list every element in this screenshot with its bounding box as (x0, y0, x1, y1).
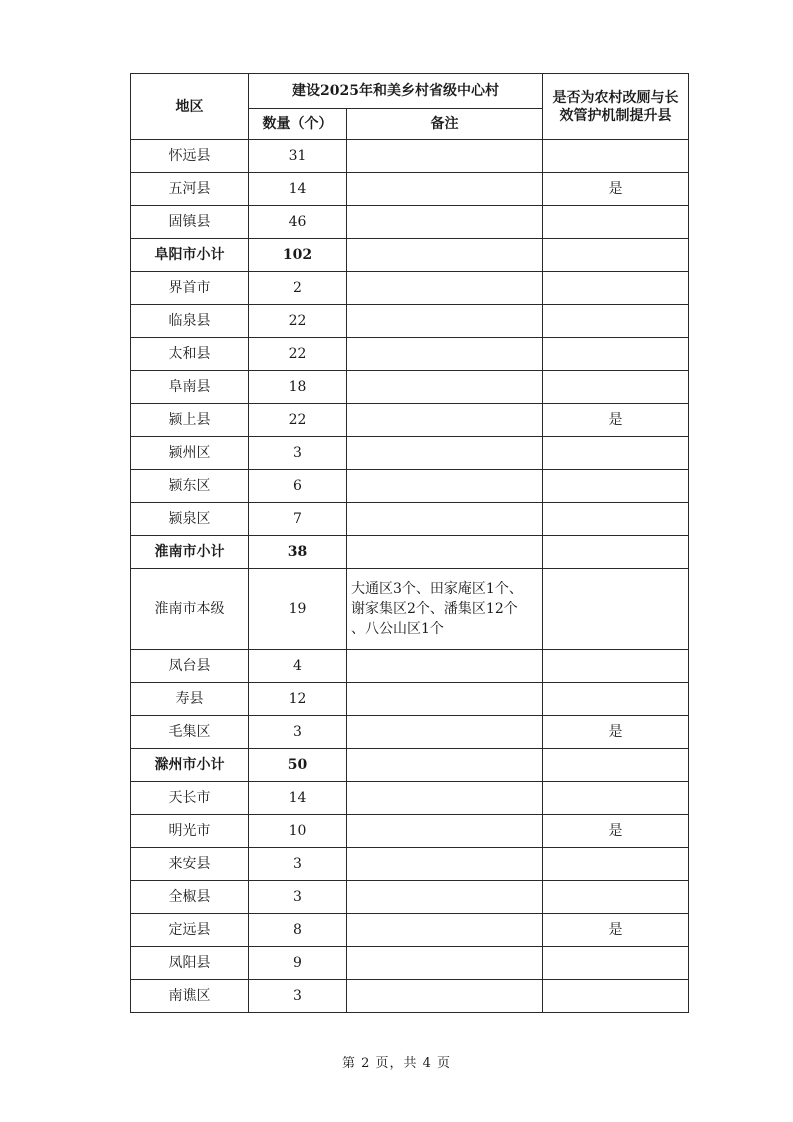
table-row (131, 206, 689, 239)
flag-cell (543, 749, 689, 782)
count-cell: 12 (249, 683, 347, 716)
note-cell (347, 815, 543, 848)
region-cell: 阜南县 (131, 371, 249, 404)
note-cell (347, 305, 543, 338)
table-row (131, 716, 689, 749)
region-cell: 全椒县 (131, 881, 249, 914)
region-cell: 明光市 (131, 815, 249, 848)
table-row (131, 371, 689, 404)
header-flag-line1: 是否为农村改厕与长 (552, 89, 679, 106)
flag-cell: 是 (543, 914, 689, 947)
note-line: 、八公山区1个 (351, 621, 444, 637)
note-cell (347, 749, 543, 782)
table-row (131, 569, 689, 650)
count-cell: 50 (249, 749, 347, 782)
note-cell (347, 404, 543, 437)
table-row (131, 272, 689, 305)
note-cell (347, 140, 543, 173)
table-row (131, 848, 689, 881)
count-cell: 6 (249, 470, 347, 503)
flag-cell (543, 272, 689, 305)
region-cell: 临泉县 (131, 305, 249, 338)
flag-cell (543, 683, 689, 716)
header-flag (543, 74, 689, 140)
table-row (131, 683, 689, 716)
region-cell: 南谯区 (131, 980, 249, 1013)
region-cell: 颍东区 (131, 470, 249, 503)
region-cell: 颍上县 (131, 404, 249, 437)
region-cell: 颍泉区 (131, 503, 249, 536)
table-row (131, 338, 689, 371)
flag-cell (543, 569, 689, 650)
region-cell: 太和县 (131, 338, 249, 371)
region-cell: 淮南市小计 (131, 536, 249, 569)
note-line: 谢家集区2个、潘集区12个 (351, 601, 518, 617)
subtotal-row (131, 536, 689, 569)
flag-cell (543, 782, 689, 815)
flag-cell (543, 536, 689, 569)
table-row (131, 503, 689, 536)
flag-cell (543, 848, 689, 881)
table-row (131, 470, 689, 503)
region-cell: 定远县 (131, 914, 249, 947)
note-line: 大通区3个、田家庵区1个、 (351, 581, 523, 597)
flag-cell (543, 305, 689, 338)
note-cell (347, 947, 543, 980)
count-cell: 38 (249, 536, 347, 569)
note-cell (347, 848, 543, 881)
table-row (131, 947, 689, 980)
count-cell: 3 (249, 848, 347, 881)
note-cell (347, 683, 543, 716)
count-cell: 102 (249, 239, 347, 272)
table-row (131, 815, 689, 848)
count-cell: 22 (249, 305, 347, 338)
flag-cell (543, 206, 689, 239)
count-cell: 7 (249, 503, 347, 536)
region-cell: 淮南市本级 (131, 569, 249, 650)
header-flag-line2: 效管护机制提升县 (559, 107, 672, 124)
page-footer: 第 2 页，共 4 页 (341, 1056, 452, 1071)
region-cell: 怀远县 (131, 140, 249, 173)
flag-cell (543, 980, 689, 1013)
header-count: 数量（个） (249, 109, 347, 140)
count-cell: 22 (249, 404, 347, 437)
note-cell (347, 716, 543, 749)
note-cell (347, 650, 543, 683)
flag-cell (543, 470, 689, 503)
subtotal-row (131, 749, 689, 782)
count-cell: 22 (249, 338, 347, 371)
subtotal-row (131, 239, 689, 272)
table-row (131, 980, 689, 1013)
note-cell (347, 980, 543, 1013)
flag-cell: 是 (543, 404, 689, 437)
region-cell: 天长市 (131, 782, 249, 815)
count-cell: 14 (249, 782, 347, 815)
count-cell: 14 (249, 173, 347, 206)
note-cell (347, 437, 543, 470)
count-cell: 31 (249, 140, 347, 173)
note-cell (347, 206, 543, 239)
region-cell: 界首市 (131, 272, 249, 305)
table-row (131, 914, 689, 947)
region-cell: 滁州市小计 (131, 749, 249, 782)
flag-cell: 是 (543, 173, 689, 206)
header-group: 建设2025年和美乡村省级中心村 (249, 74, 543, 109)
flag-cell (543, 947, 689, 980)
table-row (131, 782, 689, 815)
note-cell (347, 782, 543, 815)
region-cell: 寿县 (131, 683, 249, 716)
note-cell (347, 470, 543, 503)
flag-cell (543, 338, 689, 371)
note-cell (347, 371, 543, 404)
region-cell: 凤阳县 (131, 947, 249, 980)
region-cell: 毛集区 (131, 716, 249, 749)
note-cell (347, 536, 543, 569)
table-row (131, 140, 689, 173)
table-row (131, 881, 689, 914)
region-cell: 来安县 (131, 848, 249, 881)
count-cell: 3 (249, 881, 347, 914)
flag-cell (543, 881, 689, 914)
data-table (130, 73, 689, 1013)
table-row (131, 404, 689, 437)
note-cell (347, 881, 543, 914)
count-cell: 2 (249, 272, 347, 305)
note-cell (347, 173, 543, 206)
table-row (131, 305, 689, 338)
header-note: 备注 (347, 109, 543, 140)
region-cell: 颍州区 (131, 437, 249, 470)
table-row (131, 437, 689, 470)
count-cell: 18 (249, 371, 347, 404)
count-cell: 8 (249, 914, 347, 947)
region-cell: 凤台县 (131, 650, 249, 683)
flag-cell (543, 503, 689, 536)
count-cell: 3 (249, 980, 347, 1013)
table-row (131, 173, 689, 206)
note-cell (347, 338, 543, 371)
table-row (131, 650, 689, 683)
count-cell: 3 (249, 716, 347, 749)
header-region: 地区 (131, 74, 249, 140)
flag-cell (543, 239, 689, 272)
count-cell: 10 (249, 815, 347, 848)
note-cell (347, 503, 543, 536)
flag-cell (543, 437, 689, 470)
count-cell: 3 (249, 437, 347, 470)
note-cell (347, 914, 543, 947)
flag-cell (543, 140, 689, 173)
count-cell: 19 (249, 569, 347, 650)
flag-cell (543, 650, 689, 683)
note-cell (347, 239, 543, 272)
count-cell: 9 (249, 947, 347, 980)
note-cell (347, 272, 543, 305)
region-cell: 固镇县 (131, 206, 249, 239)
count-cell: 4 (249, 650, 347, 683)
region-cell: 五河县 (131, 173, 249, 206)
header-row-1 (131, 74, 689, 109)
region-cell: 阜阳市小计 (131, 239, 249, 272)
flag-cell: 是 (543, 716, 689, 749)
flag-cell (543, 371, 689, 404)
note-cell (347, 569, 543, 650)
flag-cell: 是 (543, 815, 689, 848)
count-cell: 46 (249, 206, 347, 239)
